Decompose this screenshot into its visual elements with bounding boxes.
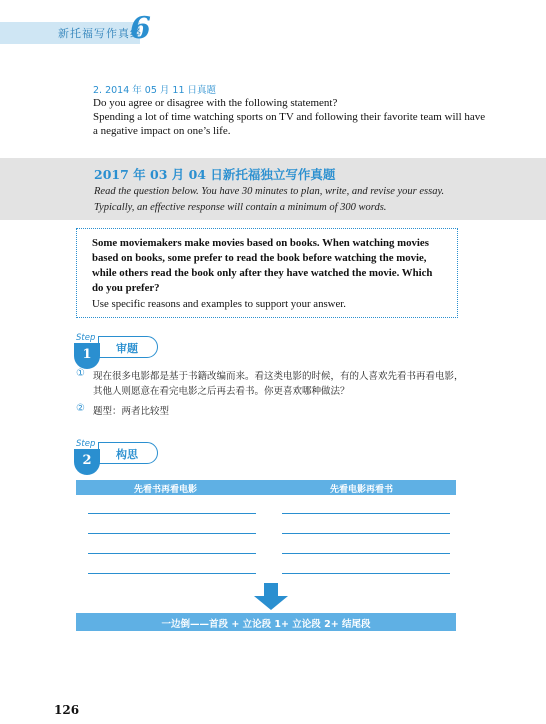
- table-header: [76, 480, 456, 495]
- instruction-line: Read the question below. You have 30 minutes to plan, write, and revise your essay.: [94, 186, 445, 197]
- instruction-line: Typically, an effective response will contain a minimum of 300 words.: [94, 202, 387, 213]
- page-number: 126: [54, 703, 80, 717]
- down-arrow-icon: [264, 583, 278, 597]
- writing-line: [282, 533, 450, 534]
- writing-line: [88, 553, 256, 554]
- prompt-line: do you prefer?: [92, 282, 160, 294]
- prompt-line: Some moviemakers make movies based on books. When watching movies: [92, 237, 429, 249]
- question-line: Spending a lot of time watching sports on TV and following their favorite team will have: [93, 111, 486, 123]
- item-marker: ①: [76, 368, 85, 379]
- column-header-left: 先看书再看电影: [134, 485, 198, 495]
- step-label: 审题: [116, 342, 138, 355]
- question-line: a negative impact on one’s life.: [93, 125, 231, 137]
- prompt-line: based on books, some prefer to read the book before watching the movie,: [92, 252, 427, 264]
- prompt-requirement: Use specific reasons and examples to support your answer.: [92, 298, 346, 310]
- section-title: 2017 年 03 月 04 日新托福独立写作真题: [94, 167, 336, 182]
- running-header-title: 新托福写作真经: [58, 27, 142, 40]
- writing-line: [282, 573, 450, 574]
- question-label: 2. 2014 年 05 月 11 日真题: [93, 85, 217, 96]
- question-line: Do you agree or disagree with the following statement?: [93, 97, 338, 109]
- summary-text: 一边倒——首段 + 立论段 1+ 立论段 2+ 结尾段: [161, 619, 371, 630]
- writing-line: [88, 513, 256, 514]
- chapter-number: 6: [130, 11, 151, 46]
- step-word: Step: [76, 439, 96, 449]
- writing-line: [282, 513, 450, 514]
- down-arrow-head: [254, 596, 288, 610]
- writing-line: [88, 573, 256, 574]
- item-text: 其他人则愿意在看完电影之后再去看书。你更喜欢哪种做法？: [93, 386, 350, 397]
- writing-line: [88, 533, 256, 534]
- step-number: 1: [82, 347, 92, 362]
- step-label: 构思: [116, 448, 138, 461]
- item-text: 题型：两者比较型: [93, 406, 170, 417]
- writing-line: [282, 553, 450, 554]
- column-header-right: 先看电影再看书: [330, 485, 394, 495]
- item-marker: ②: [76, 403, 85, 414]
- prompt-line: while others read the book only after they have watched the movie. Which: [92, 267, 433, 279]
- item-text: 现在很多电影都是基于书籍改编而来。看这类电影的时候，有的人喜欢先看书再看电影，: [93, 371, 464, 382]
- step-number: 2: [82, 453, 92, 468]
- step-word: Step: [76, 333, 96, 343]
